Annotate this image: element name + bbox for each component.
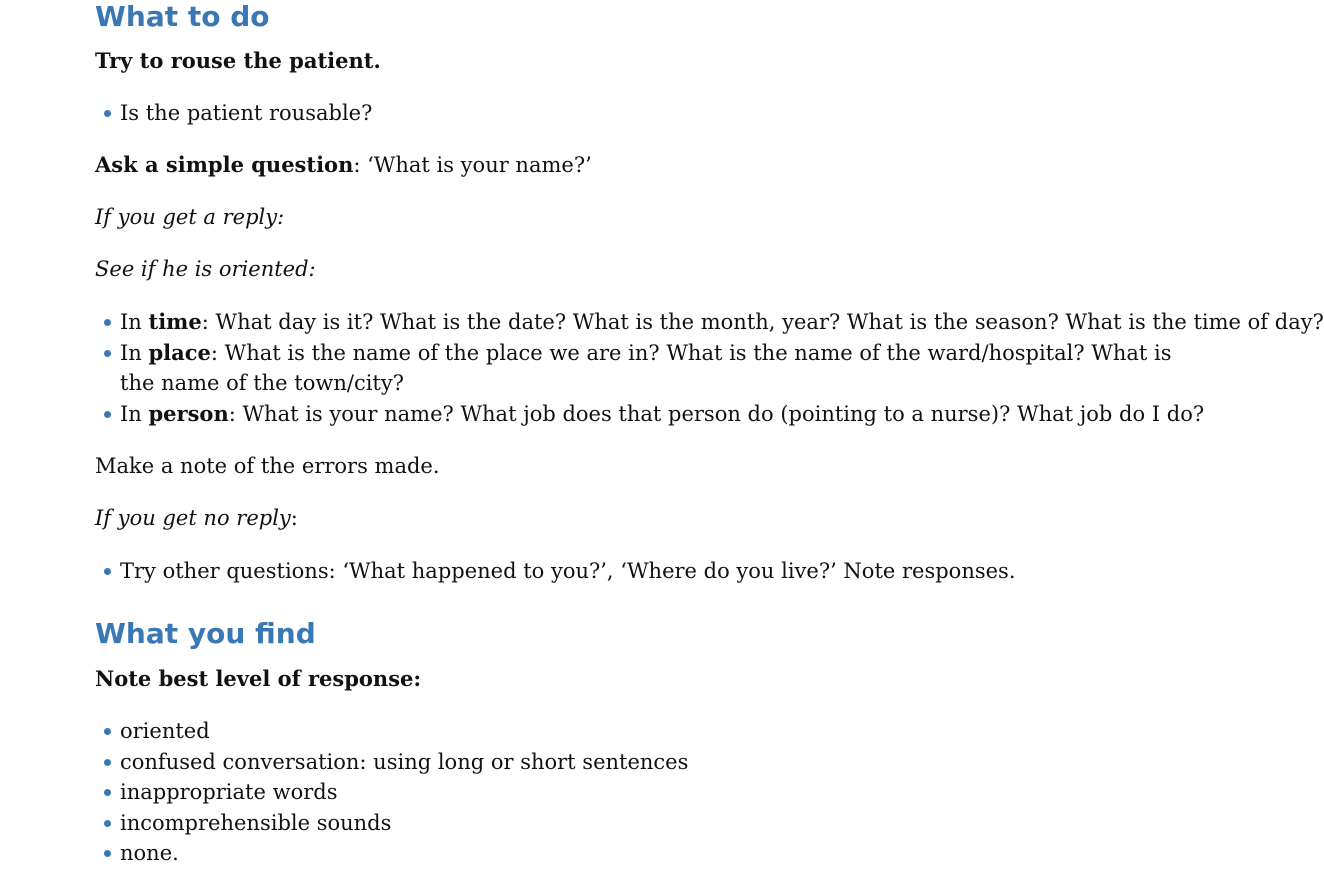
orientation-item-person — [95, 399, 1324, 430]
no-reply-label: If you get no reply — [95, 506, 291, 530]
orientation-prefix: In — [120, 401, 149, 426]
note-errors-paragraph: Make a note of the errors made. — [95, 454, 440, 478]
bullet-icon — [104, 789, 111, 796]
orientation-text: : What is your name? What job does that person do (pointing to a nurse)? What job do I do? — [228, 401, 1205, 426]
no-reply-paragraph — [95, 503, 298, 533]
bullet-icon — [104, 110, 111, 117]
orientation-text: : What day is it? What is the date? What is the month, year? What is the season? What is the time of day? — [201, 310, 1324, 334]
response-item — [95, 747, 688, 778]
orientation-term: time — [148, 309, 202, 334]
list-item — [95, 556, 1016, 587]
bullet-icon — [104, 350, 111, 357]
response-item — [95, 716, 688, 747]
response-text: oriented — [120, 719, 210, 743]
response-item — [95, 808, 688, 839]
response-text: inappropriate words — [120, 780, 338, 804]
ask-question-label: Ask a simple question — [95, 152, 354, 177]
orientation-item-place — [95, 338, 1180, 399]
response-item — [95, 777, 688, 808]
orientation-term: place — [148, 339, 211, 365]
orientation-item-time — [95, 307, 1324, 338]
bullet-icon — [104, 568, 111, 575]
list-item-text: Try other questions: ‘What happened to you?’, ‘Where do you live?’ Note responses. — [120, 559, 1016, 583]
orientation-list — [95, 307, 1324, 429]
if-reply-label: If you get a reply: — [95, 205, 285, 229]
response-item — [95, 838, 688, 869]
no-reply-list — [95, 556, 1016, 587]
response-list — [95, 716, 688, 869]
instruction-best-response: Note best level of response: — [95, 666, 422, 691]
orientation-text: : What is the name of the place we are in? What is the name of the ward/hospital? What is the name of the town/city? — [120, 340, 1172, 395]
response-text: incomprehensible sounds — [120, 810, 392, 835]
bullet-icon — [104, 319, 111, 326]
ask-question-text: : ‘What is your name?’ — [353, 153, 592, 177]
orientation-term: person — [148, 400, 229, 426]
heading-what-you-find: What you find — [95, 617, 316, 650]
list-item — [95, 98, 372, 129]
response-text: confused conversation: using long or short sentences — [120, 749, 689, 774]
no-reply-colon: : — [290, 506, 298, 530]
orientation-prefix: In — [120, 310, 149, 334]
heading-what-to-do: What to do — [95, 0, 270, 33]
instruction-rouse: Try to rouse the patient. — [95, 48, 381, 73]
bullet-icon — [104, 759, 111, 766]
response-text: none. — [120, 841, 179, 865]
orientation-prefix: In — [120, 340, 149, 365]
rousable-list — [95, 98, 372, 129]
see-oriented-label: See if he is oriented: — [95, 257, 316, 281]
bullet-icon — [104, 820, 111, 827]
bullet-icon — [104, 728, 111, 735]
ask-question-paragraph — [95, 150, 592, 180]
bullet-icon — [104, 850, 111, 857]
bullet-icon — [104, 411, 111, 418]
list-item-text: Is the patient rousable? — [120, 101, 373, 125]
